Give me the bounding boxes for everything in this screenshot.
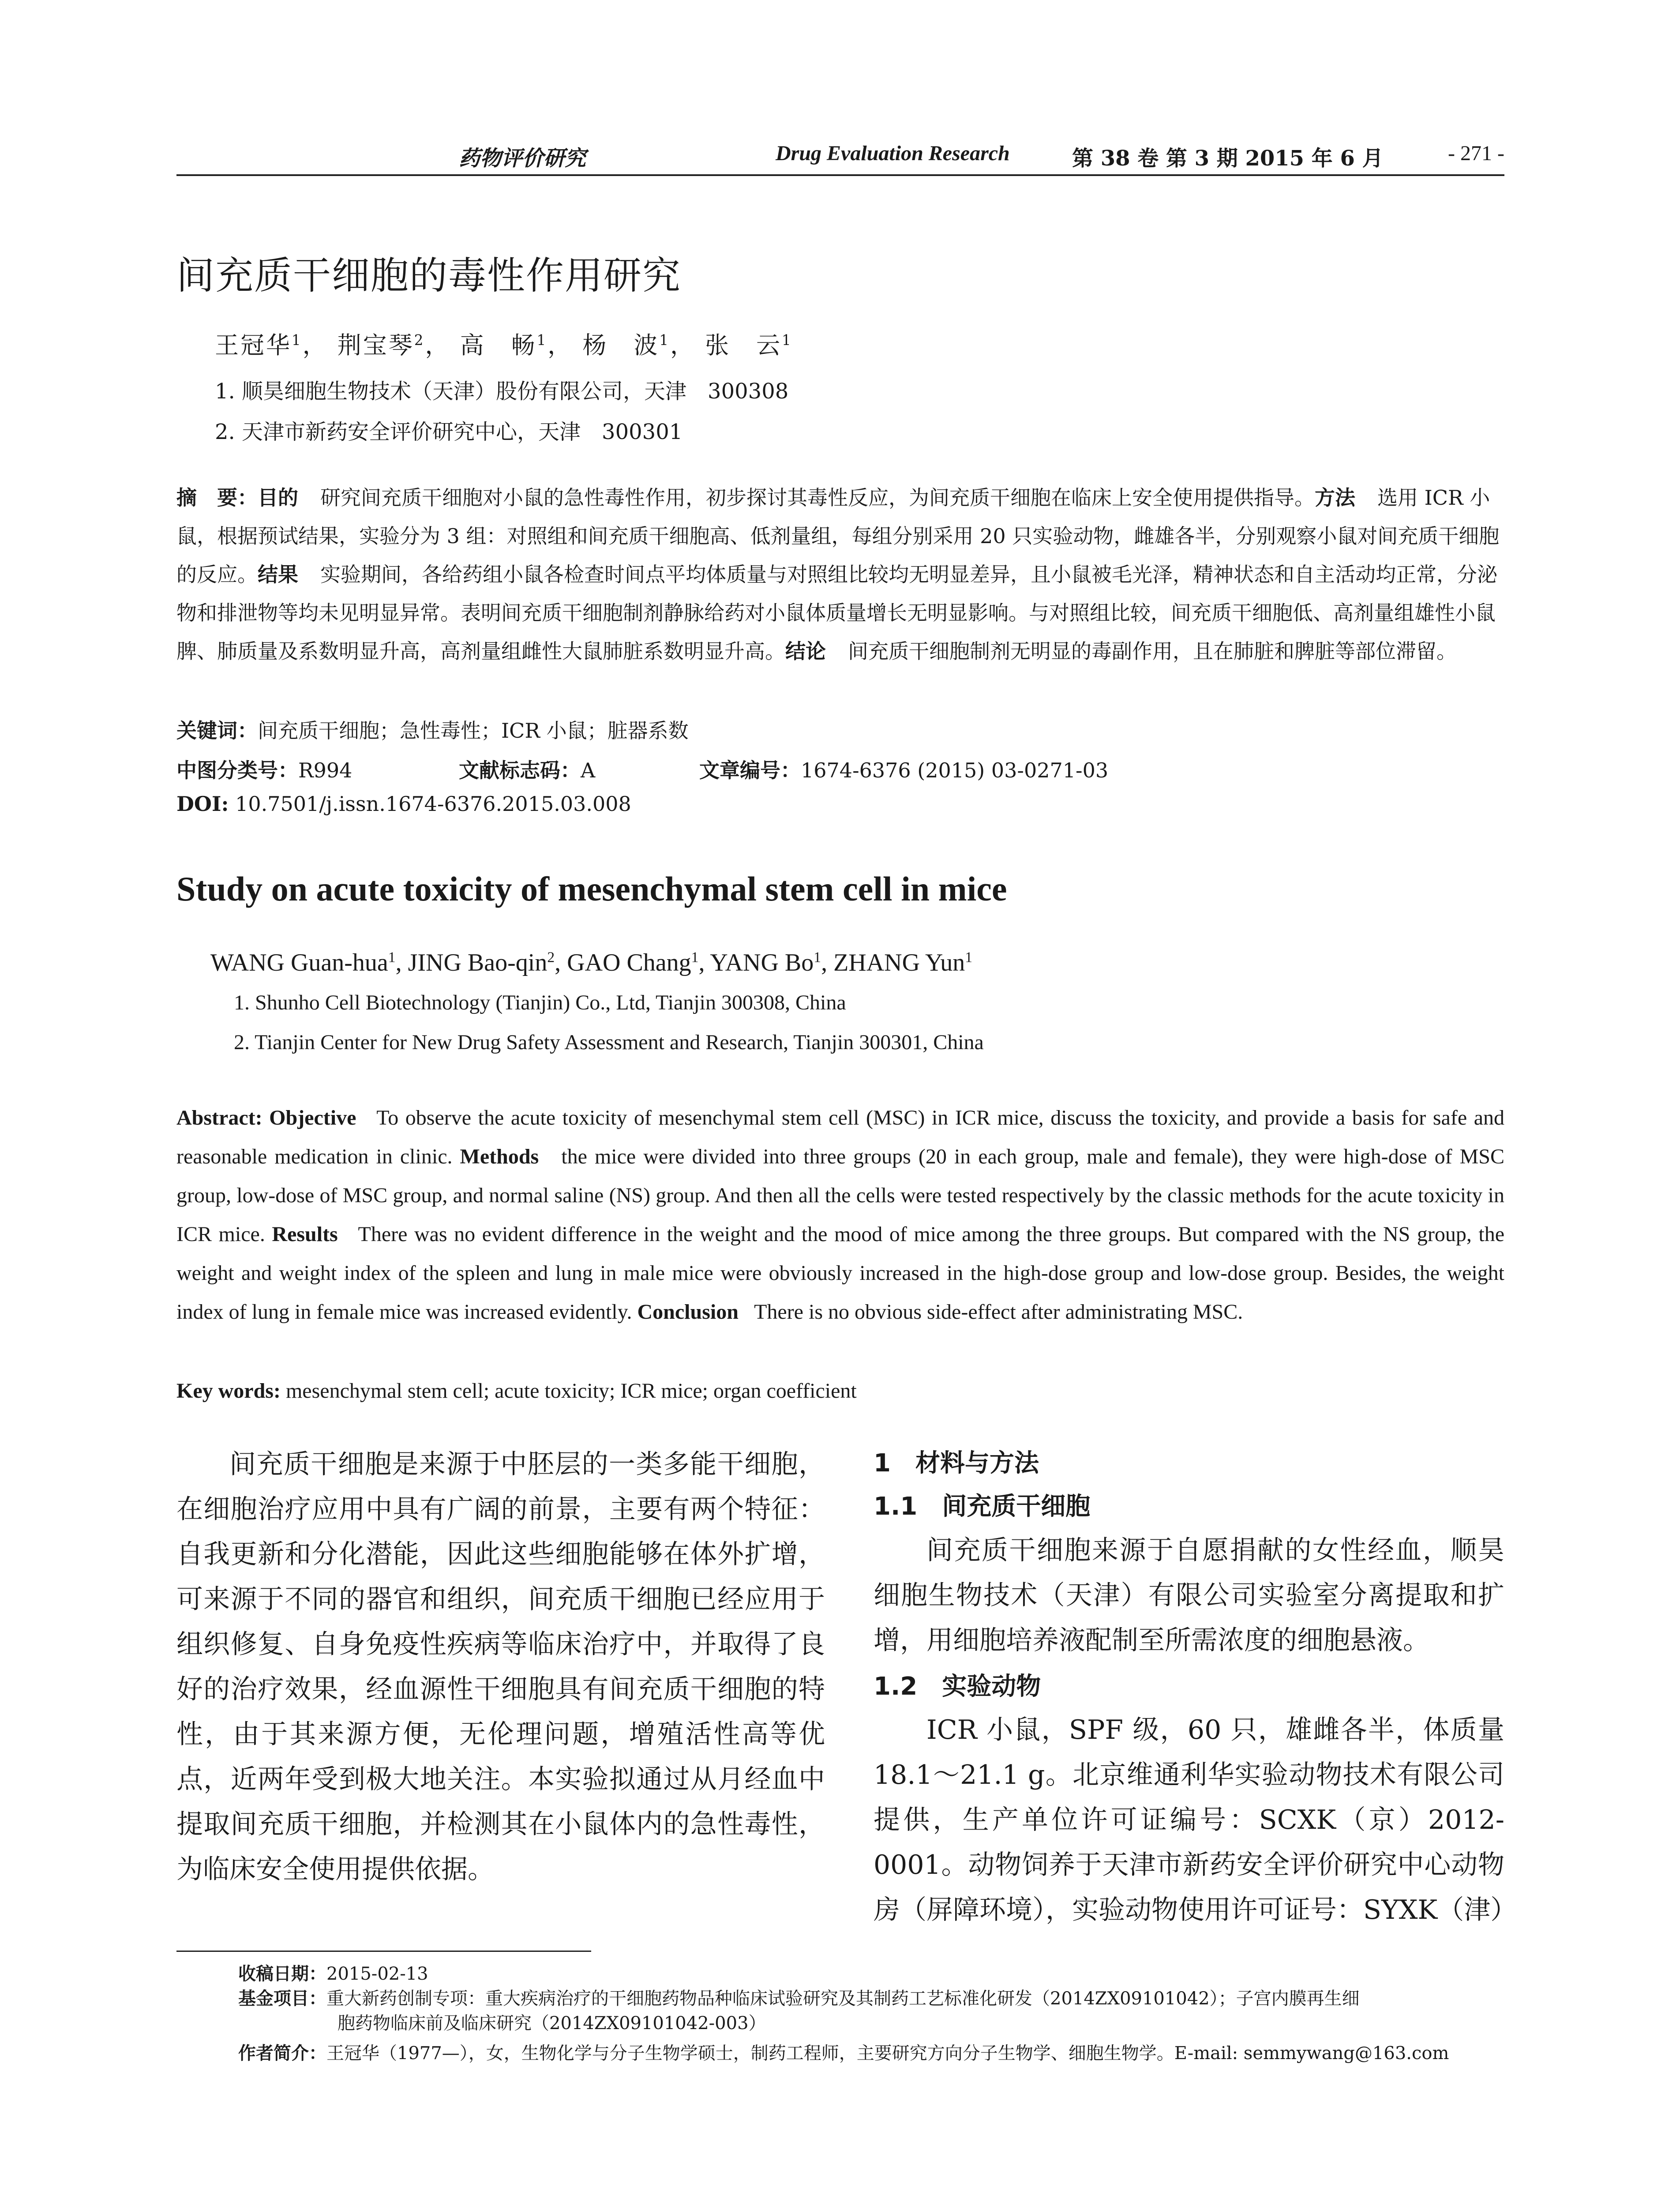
author-bio: 王冠华（1977—），女，生物化学与分子生物学硕士，制药工程师，主要研究方向分子生物学、细胞生物学。E-mail: semmywang@163.com	[326, 2043, 1449, 2063]
keywords-label: 关键词：	[176, 719, 258, 743]
affiliation-mark: 1	[691, 949, 699, 966]
affiliation-mark: 2	[547, 949, 555, 966]
author-cn: 高 畅	[460, 331, 537, 359]
body-paragraph: 间充质干细胞来源于自愿捐献的女性经血，顺昊细胞生物技术（天津）有限公司实验室分离提取和扩增，用细胞培养液配制至所需浓度的细胞悬液。	[874, 1535, 1504, 1656]
affiliation-mark: 1	[782, 332, 793, 349]
clc-value: R994	[298, 758, 352, 782]
author-en: JING Bao-qin	[408, 949, 548, 976]
journal-logo: 药物评价研究	[459, 146, 586, 171]
affiliation-mark: 1	[388, 949, 396, 966]
doi-line	[176, 792, 631, 816]
objective-text: To observe the acute toxicity of mesenchymal stem cell (MSC) in ICR mice, discuss the toxicity, and provide a basis for safe and reasonable medication in clinic.	[176, 1106, 1504, 1168]
author-cn: 王冠华	[215, 331, 292, 359]
conclusion-label: 结论	[785, 639, 826, 663]
classification-line	[176, 754, 1504, 785]
conclusion-text: There is no obvious side-effect after administrating MSC.	[754, 1300, 1243, 1324]
author-en: GAO Chang	[567, 949, 691, 976]
article-number-value: 1674-6376 (2015) 03-0271-03	[801, 758, 1109, 782]
abstract-objective-label: Abstract: Objective	[176, 1106, 356, 1129]
section-heading: 1 材料与方法	[874, 1449, 1039, 1478]
conclusion-label: Conclusion	[637, 1300, 739, 1324]
affiliation-mark: 1	[659, 332, 670, 349]
abstract-label: 摘 要：	[176, 486, 258, 510]
paper-title-en: Study on acute toxicity of mesenchymal stem cell in mice	[176, 870, 1007, 908]
affiliation-cn: 1. 顺昊细胞生物技术（天津）股份有限公司，天津 300308	[215, 379, 789, 404]
keywords-cn	[176, 715, 689, 744]
received-label: 收稿日期：	[238, 1964, 326, 1984]
doc-code-value: A	[581, 758, 596, 782]
author-cn: 张 云	[705, 331, 782, 359]
results-label: 结果	[258, 563, 298, 586]
affiliation-mark: 2	[414, 332, 425, 349]
results-text: There was no evident difference in the weight and the mood of mice among the three groups. But compared with the NS group, the weight and weight index of the spleen and lung in male mice were obviously increased in the high-dose group and low-dose group. Besides, the weight index of lung in female mice was increased evidently.	[176, 1223, 1505, 1324]
doc-code-label: 文献标志码：	[459, 758, 581, 782]
affiliation-mark: 1	[292, 332, 303, 349]
fund-text: 重大新药创制专项：重大疾病治疗的干细胞药物品种临床试验研究及其制药工艺标准化研发（2014ZX09101042）；子宫内膜再生细	[326, 1988, 1360, 2009]
body-paragraph: ICR 小鼠，SPF 级，60 只，雄雌各半，体质量 18.1～21.1 g。北京维通利华实验动物技术有限公司提供，生产单位许可证编号：SCXK（京）2012-0001。动物饲养于天津市新药安全评价研究中心动物房（屏障环境），实验动物使用许可证号：SYXK（津）	[874, 1715, 1517, 1925]
author-cn: 荆宝琴	[337, 331, 414, 359]
subsection-heading: 1.2 实验动物	[874, 1672, 1041, 1701]
paper-title-cn: 间充质干细胞的毒性作用研究	[176, 254, 681, 298]
affiliation-mark: 1	[536, 332, 548, 349]
keywords-label: Key words:	[176, 1379, 281, 1403]
received-date: 2015-02-13	[326, 1964, 428, 1984]
author-en: YANG Bo	[710, 949, 814, 976]
fund-text-continued: 胞药物临床前及临床研究（2014ZX09101042-003）	[338, 2013, 766, 2033]
author-en: ZHANG Yun	[833, 949, 965, 976]
affiliation-cn: 2. 天津市新药安全评价研究中心，天津 300301	[215, 420, 683, 444]
objective-text: 研究间充质干细胞对小鼠的急性毒性作用，初步探讨其毒性反应，为间充质干细胞在临床上安全使用提供指导。	[320, 486, 1315, 510]
objective-label: 目的	[258, 486, 298, 510]
methods-label: Methods	[460, 1145, 539, 1168]
abstract-en	[176, 1099, 1504, 1332]
methods-label: 方法	[1315, 486, 1355, 510]
conclusion-text: 间充质干细胞制剂无明显的毒副作用，且在肺脏和脾脏等部位滞留。	[848, 639, 1457, 663]
article-number-label: 文章编号：	[699, 758, 801, 782]
footnote-fund	[238, 1986, 1504, 2036]
author-bio-label: 作者简介：	[238, 2043, 326, 2063]
keywords-text: 间充质干细胞；急性毒性；ICR 小鼠；脏器系数	[258, 719, 689, 743]
affiliation-mark: 1	[965, 949, 973, 966]
author-en: WANG Guan-hua	[210, 949, 388, 976]
subsection-heading: 1.1 间充质干细胞	[874, 1492, 1091, 1521]
page-number: - 271 -	[1448, 142, 1504, 165]
affiliation-en: 2. Tianjin Center for New Drug Safety Assessment and Research, Tianjin 300301, China	[234, 1031, 984, 1054]
doi-label: DOI:	[176, 792, 229, 816]
authors-en: WANG Guan-hua$^1$, JING Bao-qin$^2$, GAO Chang$^1$, YANG Bo$^1$, ZHANG Yun$^1$	[210, 949, 973, 976]
authors-cn: 王冠华$^1$， 荆宝琴$^2$， 高 畅$^1$， 杨 波$^1$， 张 云$^1$	[215, 331, 793, 359]
journal-name: Drug Evaluation Research	[776, 142, 1010, 165]
keywords-en	[176, 1379, 857, 1403]
footnote-author	[238, 2041, 1504, 2066]
results-label: Results	[272, 1223, 338, 1246]
affiliation-mark: 1	[814, 949, 821, 966]
affiliation-en: 1. Shunho Cell Biotechnology (Tianjin) Co., Ltd, Tianjin 300308, China	[234, 991, 846, 1014]
volume-issue: 第 38 卷 第 3 期 2015 年 6 月	[1072, 146, 1384, 171]
fund-label: 基金项目：	[238, 1988, 326, 2009]
footnote-rule	[176, 1951, 591, 1952]
keywords-text: mesenchymal stem cell; acute toxicity; ICR mice; organ coefficient	[285, 1379, 857, 1403]
running-header	[176, 141, 1504, 174]
author-cn: 杨 波	[582, 331, 660, 359]
clc-label: 中图分类号：	[176, 758, 298, 782]
doi-value[interactable]: 10.7501/j.issn.1674-6376.2015.03.008	[235, 792, 631, 816]
abstract-cn	[176, 479, 1504, 671]
methods-text: 选用 ICR 小鼠，根据预试结果，实验分为 3 组：对照组和间充质干细胞高、低剂量组，每组分别采用 20 只实验动物，雌雄各半，分别观察小鼠对间充质干细胞的反应。	[176, 486, 1500, 586]
results-text: 实验期间，各给药组小鼠各检查时间点平均体质量与对照组比较均无明显差异，且小鼠被毛光泽，精神状态和自主活动均正常，分泌物和排泄物等均未见明显异常。表明间充质干细胞制剂静脉给药对小鼠体质量增长无明显影响。与对照组比较，间充质干细胞低、高剂量组雄性小鼠脾、肺质量及系数明显升高，高剂量组雌性大鼠肺脏系数明显升高。	[176, 563, 1497, 663]
header-rule	[176, 174, 1504, 176]
footnote-received	[238, 1962, 428, 1986]
intro-paragraph: 间充质干细胞是来源于中胚层的一类多能干细胞，在细胞治疗应用中具有广阔的前景，主要有两个特征：自我更新和分化潜能，因此这些细胞能够在体外扩增，可来源于不同的器官和组织，间充质干细胞已经应用于组织修复、自身免疫性疾病等临床治疗中，并取得了良好的治疗效果，经血源性干细胞具有间充质干细胞的特性，由于其来源方便，无伦理问题，增殖活性高等优点，近两年受到极大地关注。本实验拟通过从月经血中提取间充质干细胞，并检测其在小鼠体内的急性毒性，为临床安全使用提供依据。	[176, 1449, 825, 1885]
methods-text: the mice were divided into three groups (20 in each group, male and female), they were high-dose of MSC group, low-dose of MSC group, and normal saline (NS) group. And then all the cells were tested respectively by the classic methods for the acute toxicity in ICR mice.	[176, 1145, 1505, 1246]
